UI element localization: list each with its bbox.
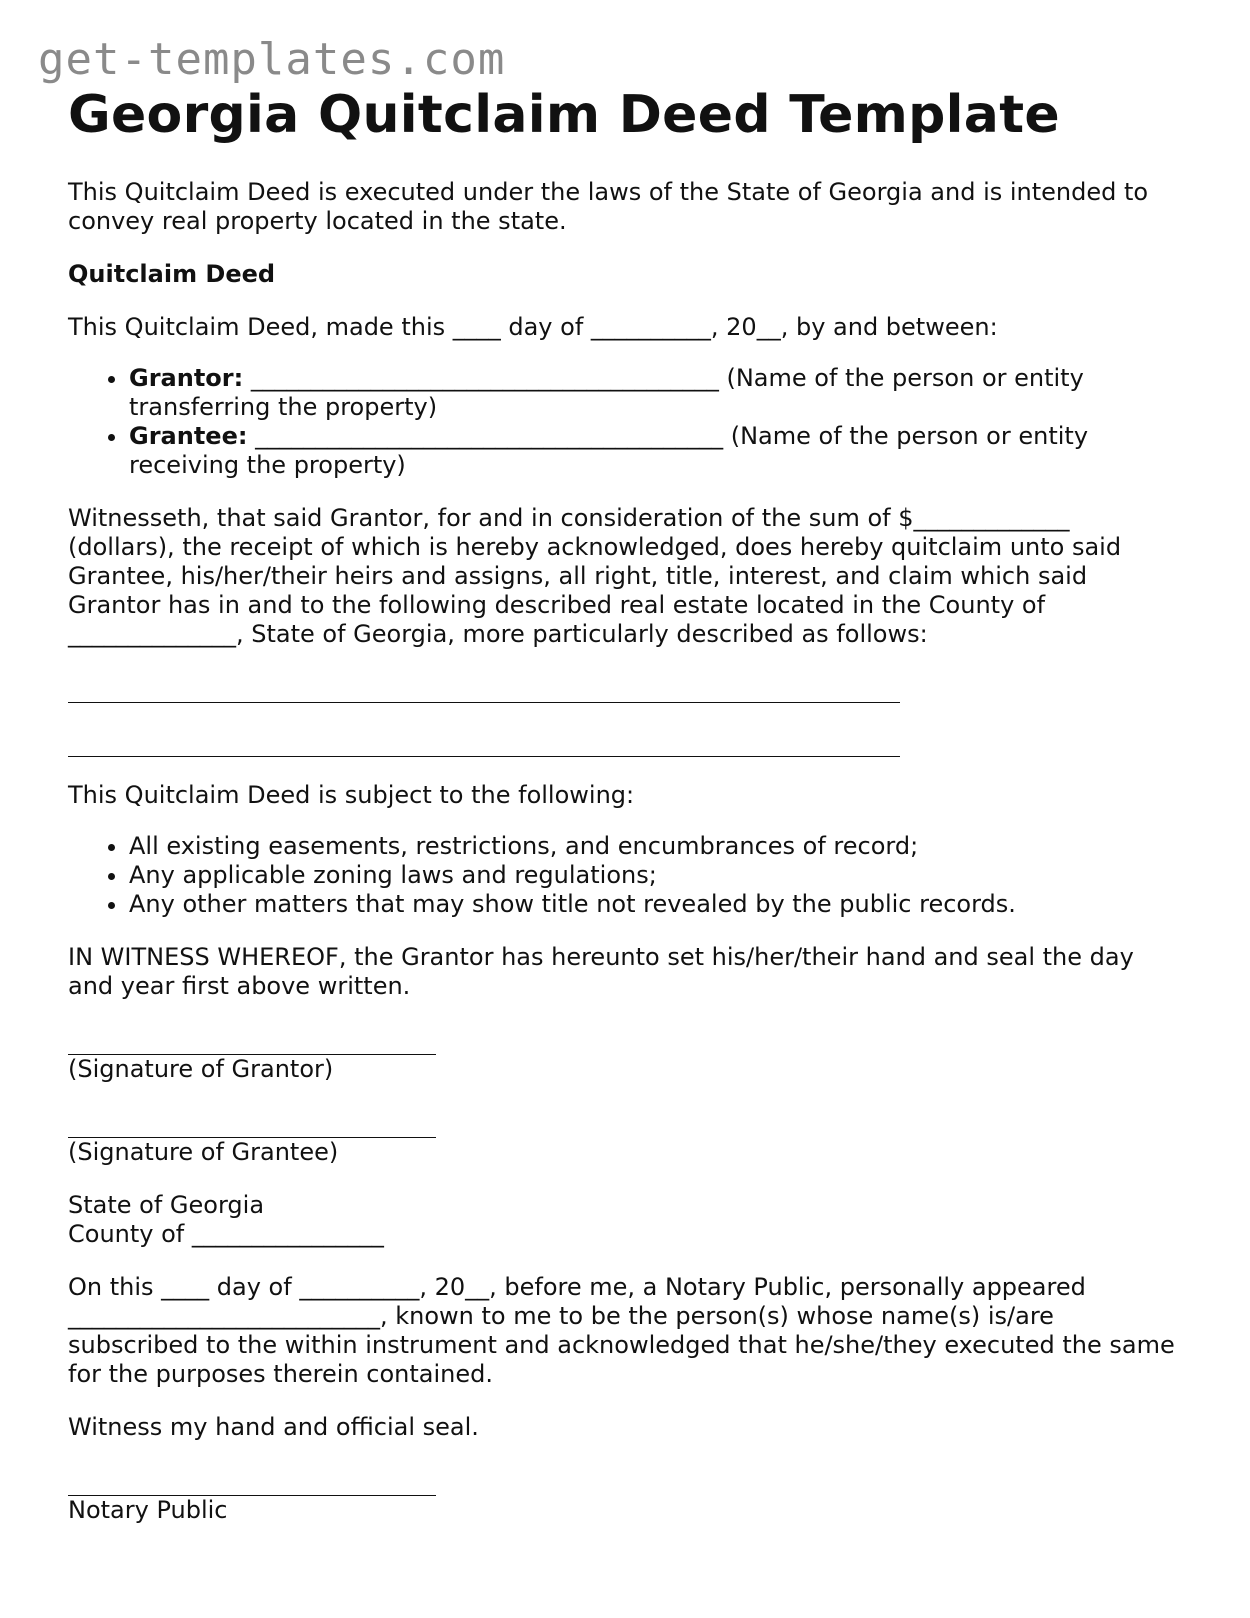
party-text: _______________________________________ (Name of the person or entity receiving the property) — [129, 422, 1089, 480]
condition-item: • All existing easements, restrictions, and encumbrances of record; — [129, 832, 1178, 861]
grantor-signature-line — [68, 1025, 436, 1055]
document — [68, 85, 1183, 1525]
notary-label: Notary Public — [68, 1496, 228, 1525]
witnesseth-paragraph: Witnesseth, that said Grantor, for and in consideration of the sum of $_____________ (dollars), the receipt of which is hereby acknowledged, does hereby quitclaim unto said Grantee, his/her/their heirs and assigns, all right, title, interest, and claim which said Grantor has in and to the following described real estate located in the County of ______________, State of Georgia, more particularly described as follows: — [68, 504, 1129, 649]
notary-paragraph: On this ____ day of __________, 20__, before me, a Notary Public, personally appeared __________________________, known to me to be the person(s) whose name(s) is/are subscribed to the within instrument and acknowledged that he/she/they executed the same for the purposes therein contained. — [68, 1273, 1183, 1389]
party-label: Grantee: — [129, 422, 248, 451]
grantor-signature-label: (Signature of Grantor) — [68, 1055, 334, 1084]
section-heading: Quitclaim Deed — [68, 260, 276, 289]
subject-intro: This Quitclaim Deed is subject to the following: — [68, 781, 635, 810]
party-text: _______________________________________ (Name of the person or entity transferring the property) — [129, 364, 1084, 422]
property-description-line — [68, 673, 900, 703]
notary-signature-line — [68, 1466, 436, 1496]
party-grantor — [129, 364, 1178, 422]
witness-seal-line: Witness my hand and official seal. — [68, 1413, 479, 1442]
party-grantee — [129, 422, 1178, 480]
page-title: Georgia Quitclaim Deed Template — [68, 85, 1060, 145]
condition-item: • Any applicable zoning laws and regulations; — [129, 861, 1178, 890]
county-line: County of ________________ — [68, 1220, 384, 1249]
watermark: get-templates.com — [38, 34, 506, 85]
grantee-signature-label: (Signature of Grantee) — [68, 1138, 339, 1167]
deed-date-line: This Quitclaim Deed, made this ____ day of __________, 20__, by and between: — [68, 313, 998, 342]
property-description-line — [68, 727, 900, 757]
state-line: State of Georgia — [68, 1191, 265, 1220]
parties-list — [68, 364, 1178, 480]
grantee-signature-line — [68, 1108, 436, 1138]
conditions-list — [68, 832, 1178, 919]
intro-paragraph: This Quitclaim Deed is executed under the laws of the State of Georgia and is intended to convey real property located in the state. — [68, 178, 1156, 236]
in-witness-paragraph: IN WITNESS WHEREOF, the Grantor has hereunto set his/her/their hand and seal the day and year first above written. — [68, 943, 1142, 1001]
party-label: Grantor: — [129, 364, 244, 393]
condition-item: • Any other matters that may show title not revealed by the public records. — [129, 890, 1178, 919]
